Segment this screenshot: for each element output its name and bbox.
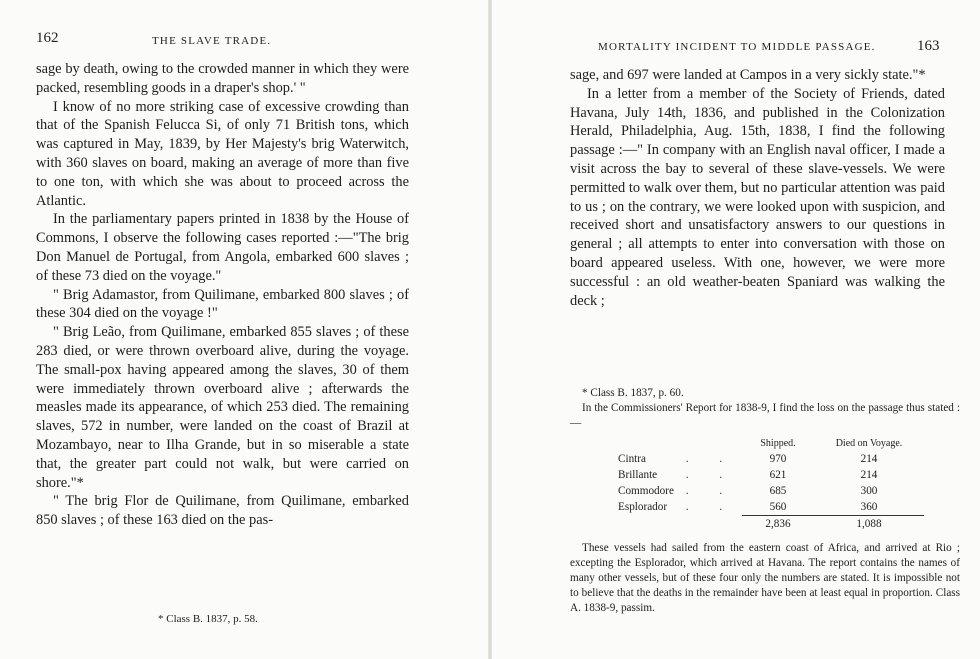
shipped-value: 621 — [769, 469, 787, 481]
footnote-ref: * Class B. 1837, p. 60. — [582, 387, 684, 399]
total-died: 1,088 — [814, 516, 924, 533]
paragraph: sage by death, owing to the crowded manner in which they were packed, resembling goods in a draper's shop.' " — [36, 61, 409, 96]
column-header-shipped: Shipped. — [760, 438, 796, 449]
paragraph: " Brig Adamastor, from Quilimane, embarked 800 slaves ; of these 304 died on the voyage !" — [36, 286, 409, 322]
mortality-table — [618, 436, 924, 532]
paragraph: " Brig Leão, from Quilimane, embarked 855 slaves ; of these 283 died, or were thrown overboard alive, during the voyage. The small-pox having appeared among the slaves, 30 of them were immediately thrown overboard alive ; afterwards the measles made its appearance, of which 253 died. The remaining slaves, 572 in number, were landed on the coast of Brazil at Mozambayo, near to Ilha Grande, but in so miserable a state that, the greater part could not walk, but were carried on shore."* — [36, 324, 409, 491]
vessel-name: Commodore — [618, 485, 674, 497]
vessel-name: Brillante — [618, 469, 658, 481]
footnote-intro: In the Commissioners' Report for 1838-9, I find the loss on the passage thus stated :— — [570, 402, 960, 429]
leader-dots: . . — [685, 501, 737, 514]
column-header-died: Died on Voyage. — [835, 438, 903, 449]
shipped-value: 970 — [769, 453, 787, 465]
table-row — [618, 499, 924, 516]
footnote-block-right — [570, 386, 960, 431]
shipped-value: 685 — [769, 485, 787, 497]
paragraph: In the parliamentary papers printed in 1838 by the House of Commons, I observe the following cases reported :—"The brig Don Manuel de Portugal, from Angola, embarked 600 slaves ; of these 73 died on the voyage." — [36, 211, 409, 284]
left-body-text — [36, 60, 409, 530]
table-totals-row — [618, 516, 924, 533]
table-header-row — [618, 436, 924, 451]
leader-dots: . . — [685, 485, 737, 497]
table-row — [618, 467, 924, 483]
died-value: 214 — [860, 469, 878, 481]
paragraph: In a letter from a member of the Society of Friends, dated Havana, July 14th, 1836, and published in the Colonization Herald, Philadelphia, Aug. 15th, 1838, I find the following passage :—" In company with an English naval officer, I made a visit across the bay to several of these slave-vessels. We were permitted to walk over them, but no particular attention was paid to us ; on the contrary, we were looked upon with suspicion, and received short and unsatisfactory answers to our questions in general ; all attempts to enter into conversation with those on board appeared useless. With one, however, we were more successful : an old weather-beaten Spaniard was walking the deck ; — [570, 85, 945, 309]
footnote-left: * Class B. 1837, p. 58. — [158, 613, 258, 625]
died-value: 300 — [860, 485, 878, 497]
died-value: 214 — [860, 453, 878, 465]
leader-dots: . . — [685, 453, 737, 465]
table-row — [618, 451, 924, 467]
page-number-left: 162 — [36, 30, 59, 46]
running-head-left: THE SLAVE TRADE. — [152, 35, 272, 47]
paragraph: " The brig Flor de Quilimane, from Quilimane, embarked 850 slaves ; of these 163 died on the pas- — [36, 493, 409, 529]
footnote-closing: These vessels had sailed from the eastern coast of Africa, and arrived at Rio ; excepting the Esplorador, which arrived at Havana. The report contains the names of many other vessels, but of these four only the numbers are stated. It is impossible not to believe that the deaths in the remainder have been at least equal in proportion. Class A. 1838-9, passim. — [570, 542, 960, 614]
page-number-right: 163 — [917, 38, 940, 54]
paragraph: I know of no more striking case of excessive crowding than that of the Spanish Felucca Si, of only 71 British tons, which was captured in May, 1839, by Her Majesty's brig Waterwitch, with 360 slaves on board, making an average of more than five to one ton, with which she was about to proceed across the Atlantic. — [36, 98, 409, 209]
running-head-right: MORTALITY INCIDENT TO MIDDLE PASSAGE. — [598, 41, 876, 53]
footnote-closing-block — [570, 541, 960, 616]
right-page — [490, 0, 980, 659]
total-shipped: 2,836 — [742, 516, 814, 533]
shipped-value: 560 — [769, 501, 787, 513]
vessel-name: Cintra — [618, 453, 646, 465]
paragraph: sage, and 697 were landed at Campos in a very sickly state."* — [570, 67, 926, 83]
table-row — [618, 483, 924, 499]
died-value: 360 — [860, 501, 878, 513]
right-body-text — [570, 66, 945, 310]
leader-dots: . . — [685, 469, 737, 481]
vessel-name: Esplorador — [618, 501, 668, 514]
